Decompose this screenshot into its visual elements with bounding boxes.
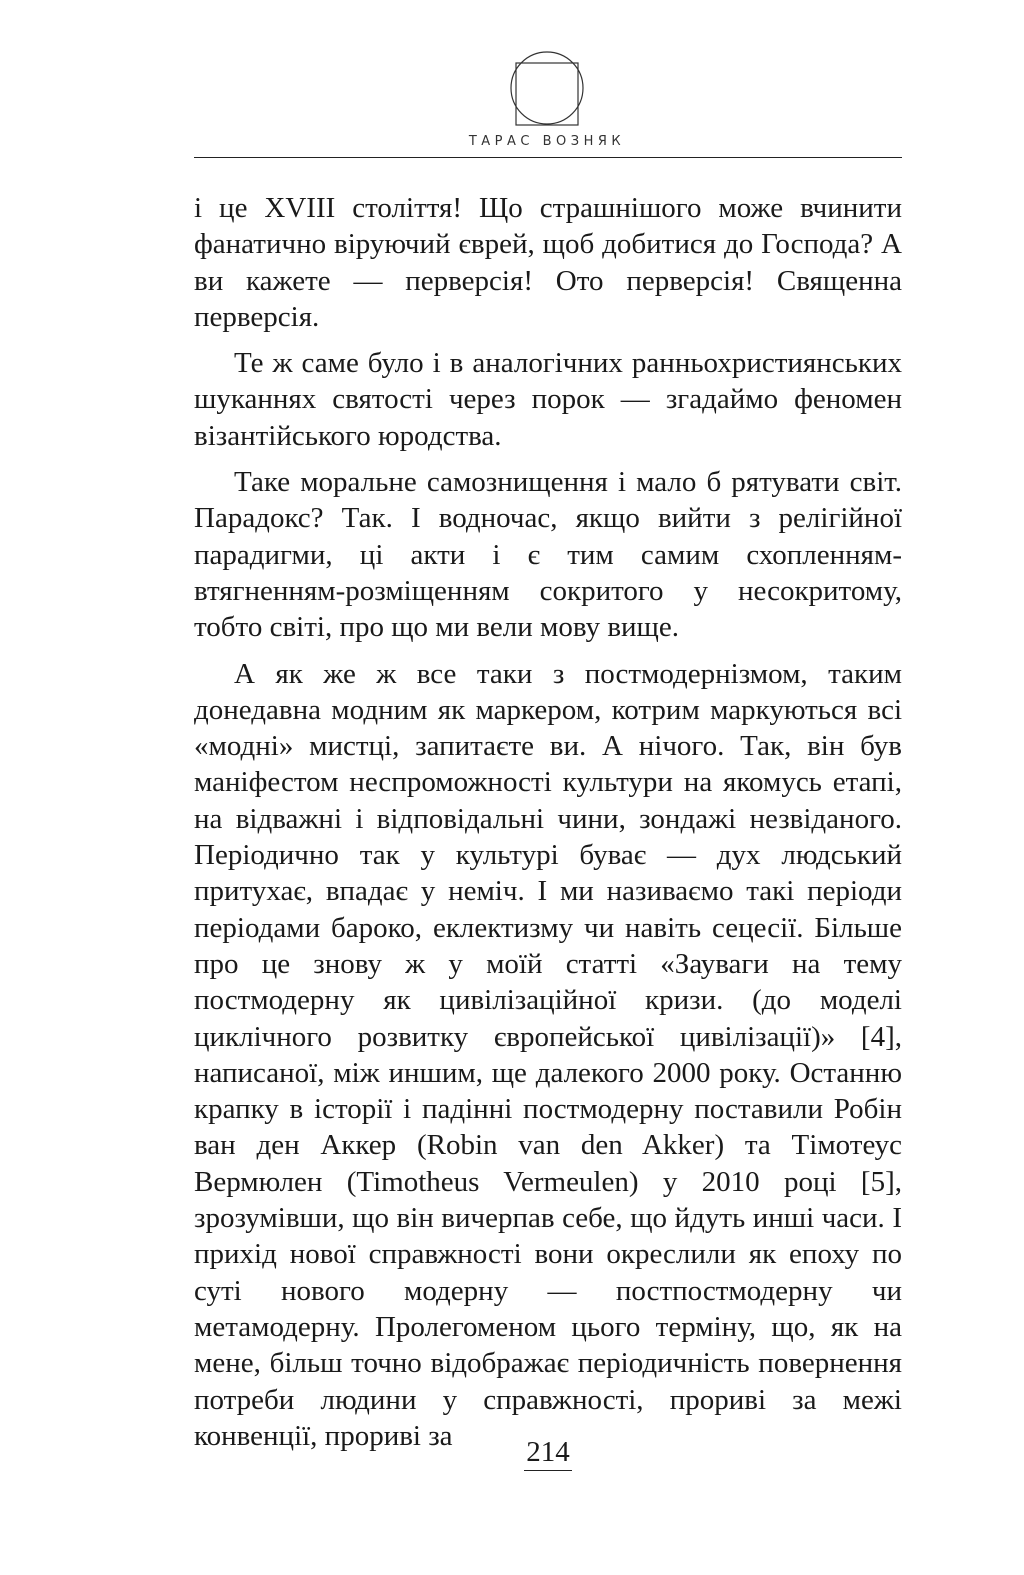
paragraph: і це XVIII століття! Що страшнішого може вчинити фанатично віруючий єврей, щоб добитися до Господа? А ви кажете — перверсія! Ото перверсія! Священна перверсія.: [194, 192, 902, 333]
paragraph: А як же ж все таки з постмодернізмом, таким донедавна модним як маркером, котрим маркуються всі «модні» мистці, запитаєте ви. А нічого. Так, він був маніфестом неспроможності культури на якомусь етапі, на відважні і відповідальні чини, зондажі незвіданого. Періодично так у культурі буває — дух людський притухає, впадає у неміч. І ми називаємо такі періоди періодами бароко, еклектизму чи навіть сецесії. Більше про це знову ж у моїй статті «Зауваги на тему постмодерну як цивілізаційної кризи. (до моделі циклічного розвитку європейської цивілізації)» [4], написаної, між иншим, ще далекого 2000 року. Останню крапку в історії і падінні постмодерну поставили Робін ван ден Аккер (Robin van den Akker) та Тімотеус Вермюлен (Timotheus Vermeulen) у 2010 році [5], зрозумівши, що він вичерпав себе, що йдуть инші часи. І прихід нової справжності вони окреслили як епоху по суті нового модерну — постпостмодерну чи метамодерну. Пролегоменом цього терміну, що, як на мене, більш точно відображає періодичність повернення потреби людини у справжності, прориві за межі конвенції, прориві за: [194, 657, 902, 1452]
body-text: [194, 190, 902, 1454]
page-number-underline: [524, 1470, 572, 1471]
header-divider: [194, 157, 902, 158]
page-number: 214: [526, 1436, 570, 1468]
circle-square-emblem-icon: [509, 50, 585, 126]
paragraph: Таке моральне самознищення і мало б рятувати світ. Парадокс? Так. І водночас, якщо вийти з релігійної парадигми, ці акти і є тим самим схопленням-втягненням-розміщенням сокритого у несокритому, тобто світі, про що ми вели мову вище.: [194, 466, 902, 644]
paragraph: Те ж саме було і в аналогічних ранньохристиянських шуканнях святості через порок — згадаймо феномен візантійського юродства.: [194, 347, 902, 452]
running-head: ТАРАС ВОЗНЯК: [468, 134, 626, 149]
